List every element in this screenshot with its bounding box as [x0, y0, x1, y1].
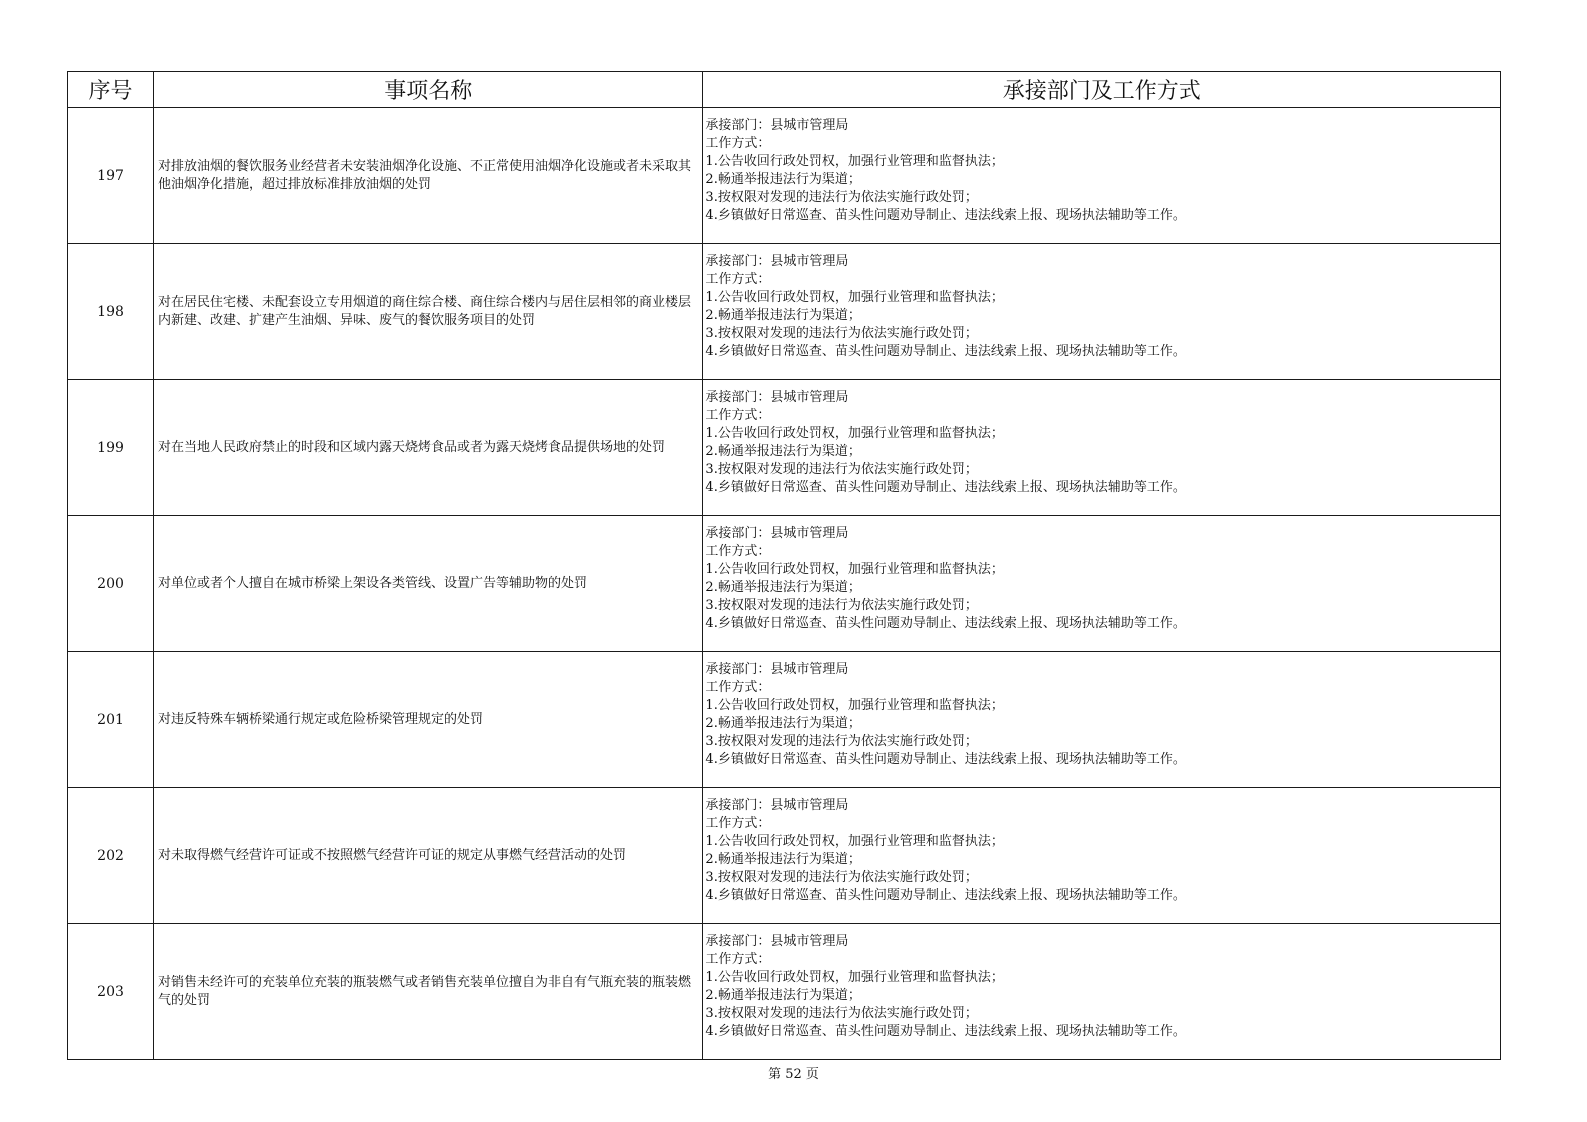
table-row	[68, 380, 1501, 516]
method-item-line: 2.畅通举报违法行为渠道；	[705, 716, 861, 731]
department-method-cell	[703, 788, 1501, 924]
header-matter-name: 事项名称	[154, 72, 703, 108]
method-item-line: 4.乡镇做好日常巡查、苗头性问题劝导制止、违法线索上报、现场执法辅助等工作。	[705, 480, 1186, 495]
method-item-line: 1.公告收回行政处罚权，加强行业管理和监督执法；	[705, 698, 1004, 713]
method-item-line: 3.按权限对发现的违法行为依法实施行政处罚；	[705, 462, 978, 477]
method-item-line: 4.乡镇做好日常巡查、苗头性问题劝导制止、违法线索上报、现场执法辅助等工作。	[705, 1024, 1186, 1039]
header-department-method: 承接部门及工作方式	[703, 72, 1501, 108]
method-item-line: 3.按权限对发现的违法行为依法实施行政处罚；	[705, 870, 978, 885]
method-item-line: 3.按权限对发现的违法行为依法实施行政处罚；	[705, 326, 978, 341]
matter-name-cell: 对销售未经许可的充装单位充装的瓶装燃气或者销售充装单位擅自为非自有气瓶充装的瓶装燃气的处罚	[154, 924, 703, 1060]
serial-number-cell: 197	[68, 108, 154, 244]
department-method-cell	[703, 108, 1501, 244]
method-item-line: 4.乡镇做好日常巡查、苗头性问题劝导制止、违法线索上报、现场执法辅助等工作。	[705, 616, 1186, 631]
department-line: 承接部门：县城市管理局	[705, 662, 849, 677]
table-body	[68, 108, 1501, 1060]
method-item-line: 2.畅通举报违法行为渠道；	[705, 580, 861, 595]
table-header-row	[68, 72, 1501, 108]
method-item-line: 1.公告收回行政处罚权，加强行业管理和监督执法；	[705, 290, 1004, 305]
matter-name-cell: 对未取得燃气经营许可证或不按照燃气经营许可证的规定从事燃气经营活动的处罚	[154, 788, 703, 924]
method-item-line: 2.畅通举报违法行为渠道；	[705, 444, 861, 459]
serial-number-cell: 200	[68, 516, 154, 652]
department-line: 承接部门：县城市管理局	[705, 118, 849, 133]
serial-number-cell: 202	[68, 788, 154, 924]
method-item-line: 3.按权限对发现的违法行为依法实施行政处罚；	[705, 190, 978, 205]
department-method-cell	[703, 516, 1501, 652]
table-row	[68, 788, 1501, 924]
department-line: 承接部门：县城市管理局	[705, 390, 849, 405]
table-row	[68, 244, 1501, 380]
method-item-line: 2.畅通举报违法行为渠道；	[705, 852, 861, 867]
page-number: 第 52 页	[768, 1067, 819, 1082]
method-item-line: 1.公告收回行政处罚权，加强行业管理和监督执法；	[705, 154, 1004, 169]
serial-number-cell: 201	[68, 652, 154, 788]
matter-name-cell: 对违反特殊车辆桥梁通行规定或危险桥梁管理规定的处罚	[154, 652, 703, 788]
method-item-line: 1.公告收回行政处罚权，加强行业管理和监督执法；	[705, 834, 1004, 849]
method-item-line: 1.公告收回行政处罚权，加强行业管理和监督执法；	[705, 970, 1004, 985]
method-item-line: 2.畅通举报违法行为渠道；	[705, 988, 861, 1003]
serial-number-cell: 198	[68, 244, 154, 380]
method-heading-line: 工作方式：	[705, 680, 771, 695]
matters-table	[67, 71, 1501, 1060]
method-heading-line: 工作方式：	[705, 952, 771, 967]
matter-name-cell: 对在当地人民政府禁止的时段和区域内露天烧烤食品或者为露天烧烤食品提供场地的处罚	[154, 380, 703, 516]
method-item-line: 4.乡镇做好日常巡查、苗头性问题劝导制止、违法线索上报、现场执法辅助等工作。	[705, 344, 1186, 359]
department-method-cell	[703, 380, 1501, 516]
department-method-cell	[703, 652, 1501, 788]
method-heading-line: 工作方式：	[705, 816, 771, 831]
method-item-line: 2.畅通举报违法行为渠道；	[705, 172, 861, 187]
department-line: 承接部门：县城市管理局	[705, 526, 849, 541]
serial-number-cell: 199	[68, 380, 154, 516]
method-item-line: 1.公告收回行政处罚权，加强行业管理和监督执法；	[705, 426, 1004, 441]
department-method-cell	[703, 924, 1501, 1060]
method-item-line: 1.公告收回行政处罚权，加强行业管理和监督执法；	[705, 562, 1004, 577]
table-row	[68, 516, 1501, 652]
department-line: 承接部门：县城市管理局	[705, 934, 849, 949]
department-line: 承接部门：县城市管理局	[705, 798, 849, 813]
matter-name-cell: 对单位或者个人擅自在城市桥梁上架设各类管线、设置广告等辅助物的处罚	[154, 516, 703, 652]
header-serial-number: 序号	[68, 72, 154, 108]
method-item-line: 2.畅通举报违法行为渠道；	[705, 308, 861, 323]
method-item-line: 3.按权限对发现的违法行为依法实施行政处罚；	[705, 734, 978, 749]
matter-name-cell: 对排放油烟的餐饮服务业经营者未安装油烟净化设施、不正常使用油烟净化设施或者未采取其他油烟净化措施，超过排放标准排放油烟的处罚	[154, 108, 703, 244]
serial-number-cell: 203	[68, 924, 154, 1060]
department-line: 承接部门：县城市管理局	[705, 254, 849, 269]
method-item-line: 3.按权限对发现的违法行为依法实施行政处罚；	[705, 598, 978, 613]
method-heading-line: 工作方式：	[705, 544, 771, 559]
method-item-line: 3.按权限对发现的违法行为依法实施行政处罚；	[705, 1006, 978, 1021]
method-item-line: 4.乡镇做好日常巡查、苗头性问题劝导制止、违法线索上报、现场执法辅助等工作。	[705, 208, 1186, 223]
method-item-line: 4.乡镇做好日常巡查、苗头性问题劝导制止、违法线索上报、现场执法辅助等工作。	[705, 888, 1186, 903]
table-row	[68, 108, 1501, 244]
table-row	[68, 652, 1501, 788]
department-method-cell	[703, 244, 1501, 380]
method-item-line: 4.乡镇做好日常巡查、苗头性问题劝导制止、违法线索上报、现场执法辅助等工作。	[705, 752, 1186, 767]
matter-name-cell: 对在居民住宅楼、未配套设立专用烟道的商住综合楼、商住综合楼内与居住层相邻的商业楼层内新建、改建、扩建产生油烟、异味、废气的餐饮服务项目的处罚	[154, 244, 703, 380]
method-heading-line: 工作方式：	[705, 136, 771, 151]
method-heading-line: 工作方式：	[705, 272, 771, 287]
table-row	[68, 924, 1501, 1060]
method-heading-line: 工作方式：	[705, 408, 771, 423]
